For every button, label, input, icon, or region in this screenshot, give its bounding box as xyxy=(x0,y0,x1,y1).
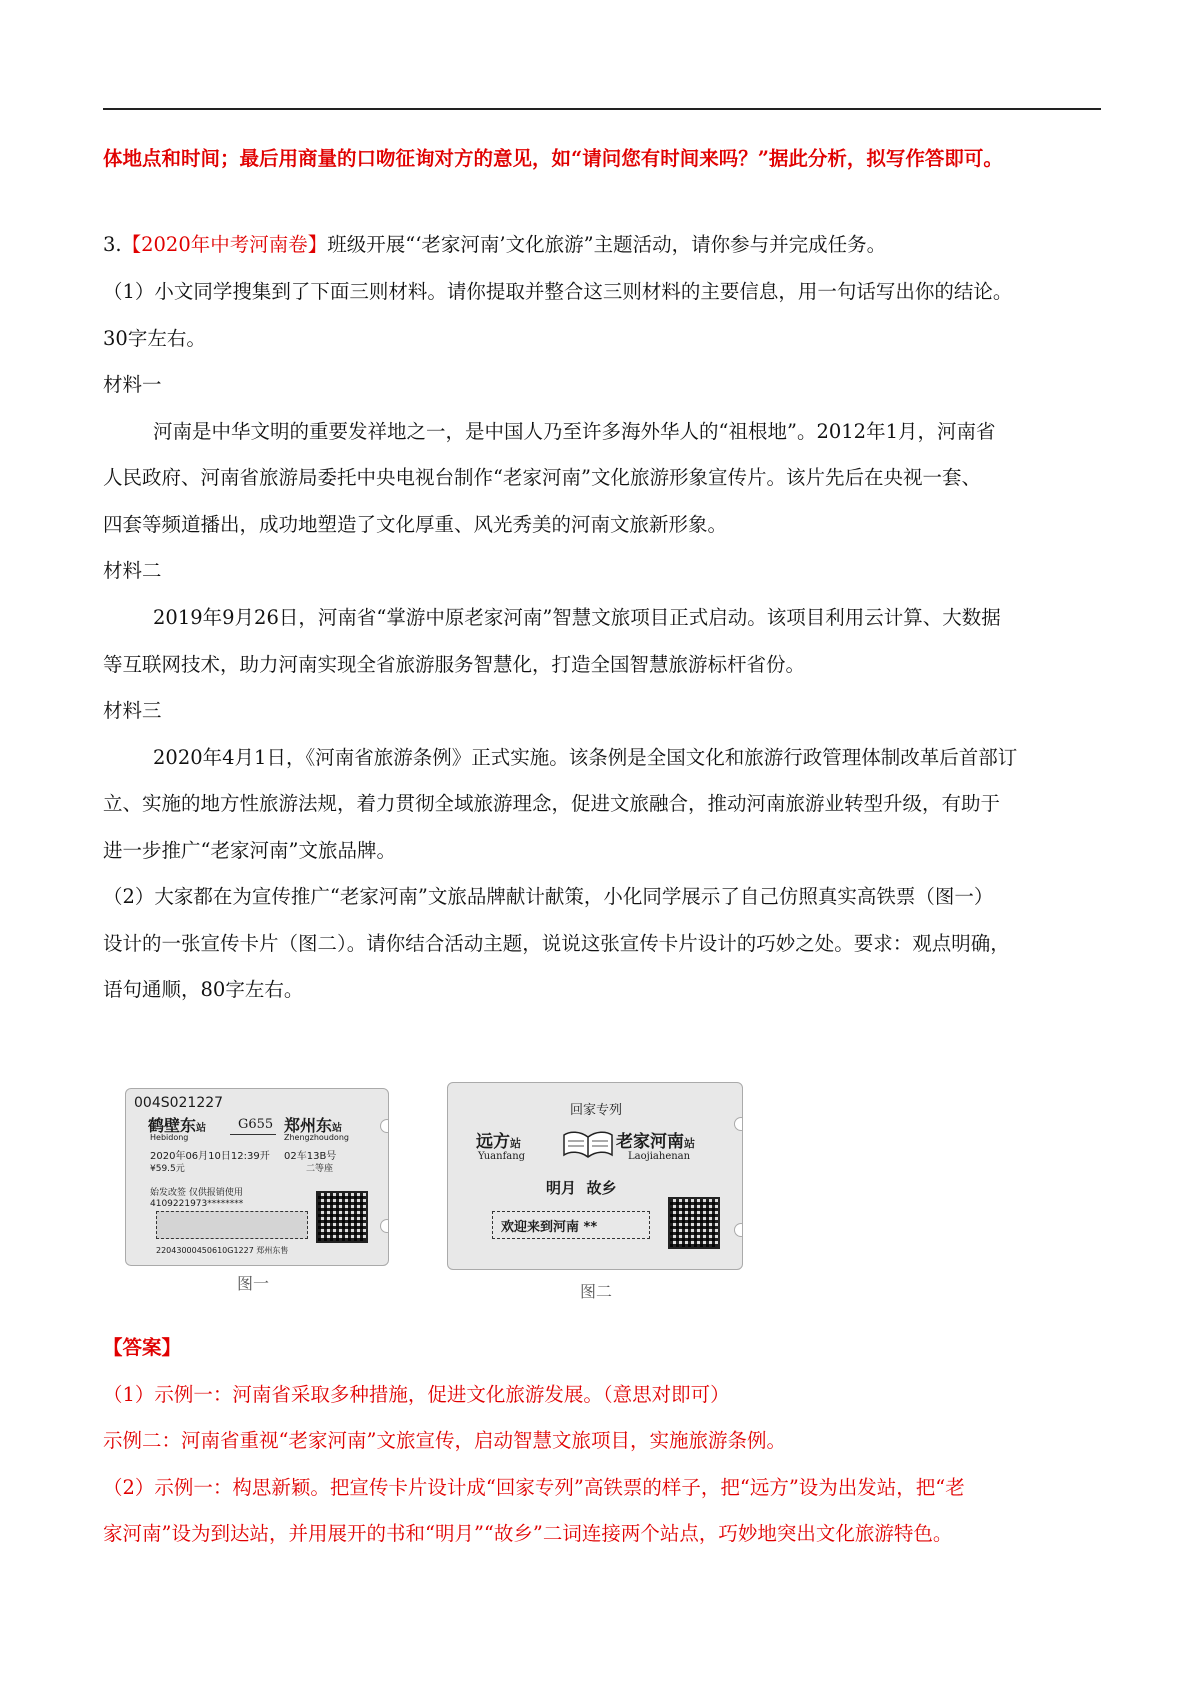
card-to-station: 老家河南站 xyxy=(616,1132,695,1152)
material-1-line3: 四套等频道播出，成功地塑造了文化厚重、风光秀美的河南文旅新形象。 xyxy=(103,513,728,536)
material-1-line1: 河南是中华文明的重要发祥地之一，是中国人乃至许多海外华人的“祖根地”。2012年1月，河南省 xyxy=(153,420,996,443)
material-3-line1: 2020年4月1日，《河南省旅游条例》正式实施。该条例是全国文化和旅游行政管理体制改革后首部订 xyxy=(153,746,1018,769)
answer-label: 【答案】 xyxy=(103,1336,182,1359)
open-book-icon xyxy=(560,1129,616,1161)
material-3-line2: 立、实施的地方性旅游法规，着力贯彻全域旅游理念，促进文旅融合，推动河南旅游业转型升级，有助于 xyxy=(103,792,1001,815)
figure1-caption: 图一 xyxy=(237,1274,270,1293)
ticket-to-pinyin: Zhengzhoudong xyxy=(284,1133,349,1142)
card-to-pinyin: Laojiahenan xyxy=(628,1151,691,1162)
ticket-price: ¥59.5元 xyxy=(150,1164,185,1174)
question-number: 3. xyxy=(103,233,122,256)
ticket-from-station: 鹤壁东站 xyxy=(148,1116,207,1135)
figure2-caption: 图二 xyxy=(580,1282,613,1301)
question-3-stem xyxy=(103,232,1140,258)
ticket-seat: 02车13B号 xyxy=(284,1151,337,1162)
figure2-card-image xyxy=(447,1082,743,1270)
material-3-title: 材料三 xyxy=(103,699,162,722)
material-1-title: 材料一 xyxy=(103,373,162,396)
material-1-line2: 人民政府、河南省旅游局委托中央电视台制作“老家河南”文化旅游形象宣传片。该片先后在央视一套、 xyxy=(103,466,981,489)
part2-line1: （2）大家都在为宣传推广“老家河南”文旅品牌献计献策，小化同学展示了自己仿照真实高铁票（图一） xyxy=(103,885,994,908)
ticket-class: 二等座 xyxy=(306,1164,334,1174)
ticket-arrow xyxy=(230,1134,276,1135)
part1-line1: （1）小文同学搜集到了下面三则材料。请你提取并整合这三则材料的主要信息，用一句话写出你的结论。 xyxy=(103,280,1013,303)
card-from-pinyin: Yuanfang xyxy=(478,1151,526,1162)
source-tag: 【2020年中考河南卷】 xyxy=(121,233,328,256)
ticket-train-number: G655 xyxy=(238,1117,274,1132)
ticket-qr-code xyxy=(316,1191,368,1243)
material-2-line2: 等互联网技术，助力河南实现全省旅游服务智慧化，打造全国智慧旅游标杆省份。 xyxy=(103,653,806,676)
ticket-from-pinyin: Hebidong xyxy=(150,1133,189,1142)
card-from-station: 远方站 xyxy=(476,1132,521,1152)
answer-1-example-1: （1）示例一：河南省采取多种措施，促进文化旅游发展。（意思对即可） xyxy=(103,1383,730,1406)
card-qr-code xyxy=(668,1197,720,1249)
card-welcome-box xyxy=(492,1211,650,1239)
card-middle-text: 明月 故乡 xyxy=(546,1179,617,1197)
ticket-to-station: 郑州东站 xyxy=(284,1116,343,1135)
answer-2-line1: （2）示例一：构思新颖。把宣传卡片设计成“回家专列”高铁票的样子，把“远方”设为出发站，把“老 xyxy=(103,1476,965,1499)
previous-answer-tail: 体地点和时间；最后用商量的口吻征询对方的意见，如“请问您有时间来吗？”据此分析，拟写作答即可。 xyxy=(103,147,1003,170)
card-header: 回家专列 xyxy=(570,1103,623,1118)
ticket-note: 始发改签 仅供报销使用 xyxy=(150,1188,243,1198)
stem-text: 班级开展“‘老家河南’文化旅游”主题活动，请你参与并完成任务。 xyxy=(327,233,887,256)
ticket-id-number: 4109221973******** xyxy=(150,1199,244,1209)
answer-1-example-2: 示例二：河南省重视“老家河南”文旅宣传，启动智慧文旅项目，实施旅游条例。 xyxy=(103,1429,786,1452)
ticket-datetime: 2020年06月10日12:39开 xyxy=(150,1151,270,1162)
answer-2-line2: 家河南”设为到达站，并用展开的书和“明月”“故乡”二词连接两个站点，巧妙地突出文化旅游特色。 xyxy=(103,1522,953,1545)
ticket-serial: 004S021227 xyxy=(134,1095,224,1111)
ticket-footer: 22043000450610G1227 郑州东售 xyxy=(156,1246,289,1255)
material-3-line3: 进一步推广“老家河南”文旅品牌。 xyxy=(103,839,396,862)
ticket-info-box xyxy=(156,1211,308,1239)
part1-line2: 30字左右。 xyxy=(103,327,206,350)
card-welcome-text: 欢迎来到河南 ** xyxy=(501,1220,598,1235)
material-2-line1: 2019年9月26日，河南省“掌游中原老家河南”智慧文旅项目正式启动。该项目利用云计算、大数据 xyxy=(153,606,1001,629)
part2-line2: 设计的一张宣传卡片（图二）。请你结合活动主题，说说这张宣传卡片设计的巧妙之处。要求：观点明确， xyxy=(103,932,1010,955)
header-rule xyxy=(103,108,1101,110)
material-2-title: 材料二 xyxy=(103,559,162,582)
figure1-ticket-image xyxy=(125,1088,389,1266)
part2-line3: 语句通顺，80字左右。 xyxy=(103,978,304,1001)
